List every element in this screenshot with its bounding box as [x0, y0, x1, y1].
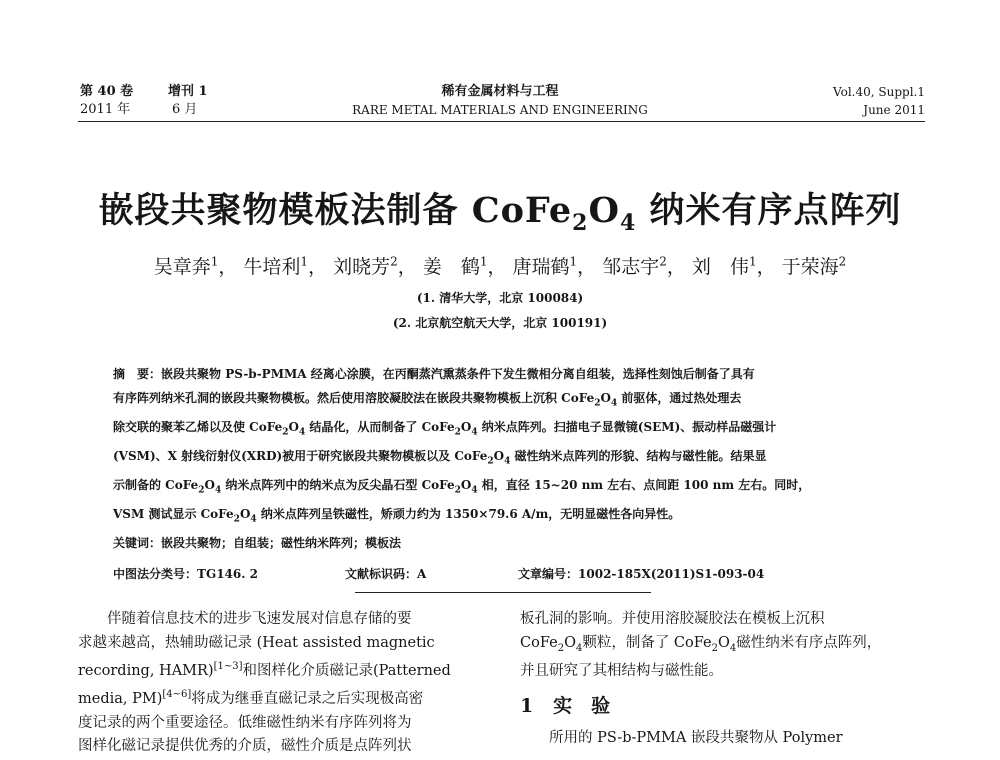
section-heading: 1 实 验 — [520, 695, 611, 718]
affiliation-2: (2. 北京航空航天大学，北京 100191) — [392, 316, 608, 330]
author: 姜 鹤 — [422, 256, 480, 278]
author: 刘 伟 — [691, 256, 749, 278]
header-rule — [78, 121, 925, 122]
author-list: 吴章奔$^1$， 牛培利$^1$， 刘晓芳$^2$， 姜 鹤$^1$， 唐瑞鹤$^1$， 邹志宇$^2$， 刘 伟$^1$， 于荣海$^2$ — [153, 254, 847, 278]
abstract: 摘 要：嵌段共聚物 PS-b-PMMA 经离心涂膜，在丙酮蒸汽熏蒸条件下发生微相分离自组装，选择性刻蚀后制备了具有 有序阵列纳米孔洞的嵌段共聚物模板。然后使用溶胶凝胶法在嵌段共聚物模板上沉积 $CoFe_2O_4$ 前驱体，通过热处理去 除交联的聚苯乙烯以及使 $CoFe_2O_4$ 结晶化，从而制备了 $CoFe_2O_4$ 纳米点阵列。扫描电子显微镜(SEM)、振动样品磁强计 (VSM)、X 射线衍射仪(XRD)被用于研究嵌段共聚物模板以及 $CoFe_2O_4$ 磁性纳米点阵列的形貌、结构与磁性能。结果显 示制备的 $CoFe_2O_4$ 纳米点阵列中的纳米点为反尖晶石型 $CoFe_2O_4$ 相，直径 15~20 nm 左右、点间距 100 nm 左右。同时， VSM 测试显示 $CoFe_2O_4$ 纳米点阵列呈铁磁性，矫顽力约为 1350×79.6 A/m，无明显磁性各向异性。 关键词：嵌段共聚物；自组装；磁性纳米阵列；模板法 — [113, 363, 893, 555]
abstract-label: 摘 要： — [113, 367, 162, 381]
author: 于荣海 — [781, 256, 839, 278]
author: 刘晓芳 — [333, 256, 391, 278]
author: 吴章奔 — [153, 256, 211, 278]
paper-title: 嵌段共聚物模板法制备 $CoFe_2O_4$ 纳米有序点阵列 — [98, 190, 902, 236]
header-month: 6 月 — [172, 102, 198, 117]
header-issue: 增刊 1 — [168, 84, 208, 99]
journal-title-en: RARE METAL MATERIALS AND ENGINEERING — [352, 103, 648, 117]
header-year: 2011 年 — [80, 102, 131, 117]
author: 牛培利 — [243, 256, 301, 278]
journal-title-cn: 稀有金属材料与工程 — [441, 84, 559, 99]
affiliation-1: (1. 清华大学，北京 100084) — [416, 291, 584, 305]
header-date-en: June 2011 — [863, 103, 925, 117]
header-volume-en: Vol.40, Suppl.1 — [833, 85, 925, 99]
clc-number: 中图法分类号：TG146. 2 — [113, 567, 258, 581]
body-right-column: 板孔洞的影响。并使用溶胶凝胶法在模板上沉积 $CoFe_2O_4$颗粒，制备了 $CoFe_2O_4$磁性纳米有序点阵列， 并且研究了其相结构与磁性能。 1 实 验 所用的 PS-b-PMMA 嵌段共聚物从 Polymer — [520, 608, 928, 750]
body-left-column: 伴随着信息技术的进步飞速发展对信息存储的要 求越来越高，热辅助磁记录 (Heat assisted magnetic recording, HAMR)[1~3]和图样化介质磁记录(Patterned media, PM)[4~6]将成为继垂直磁记录之后实现极高密 度记录的两个重要途径。低维磁性纳米有序阵列将为 图样化磁记录提供优秀的介质，磁性介质是点阵列状 — [78, 611, 451, 755]
abstract-divider — [355, 592, 651, 593]
author: 唐瑞鹤 — [512, 256, 570, 278]
citation: [4~6] — [162, 689, 192, 701]
header-volume: 第 40 卷 — [80, 84, 134, 99]
author: 邹志宇 — [602, 256, 660, 278]
document-code: 文献标识码：A — [345, 567, 427, 581]
citation: [1~3] — [213, 661, 243, 672]
article-number: 文章编号：1002-185X(2011)S1-093-04 — [518, 567, 765, 581]
keywords-label: 关键词： — [113, 535, 162, 550]
keywords: 关键词：嵌段共聚物；自组装；磁性纳米阵列；模板法 — [113, 535, 402, 550]
